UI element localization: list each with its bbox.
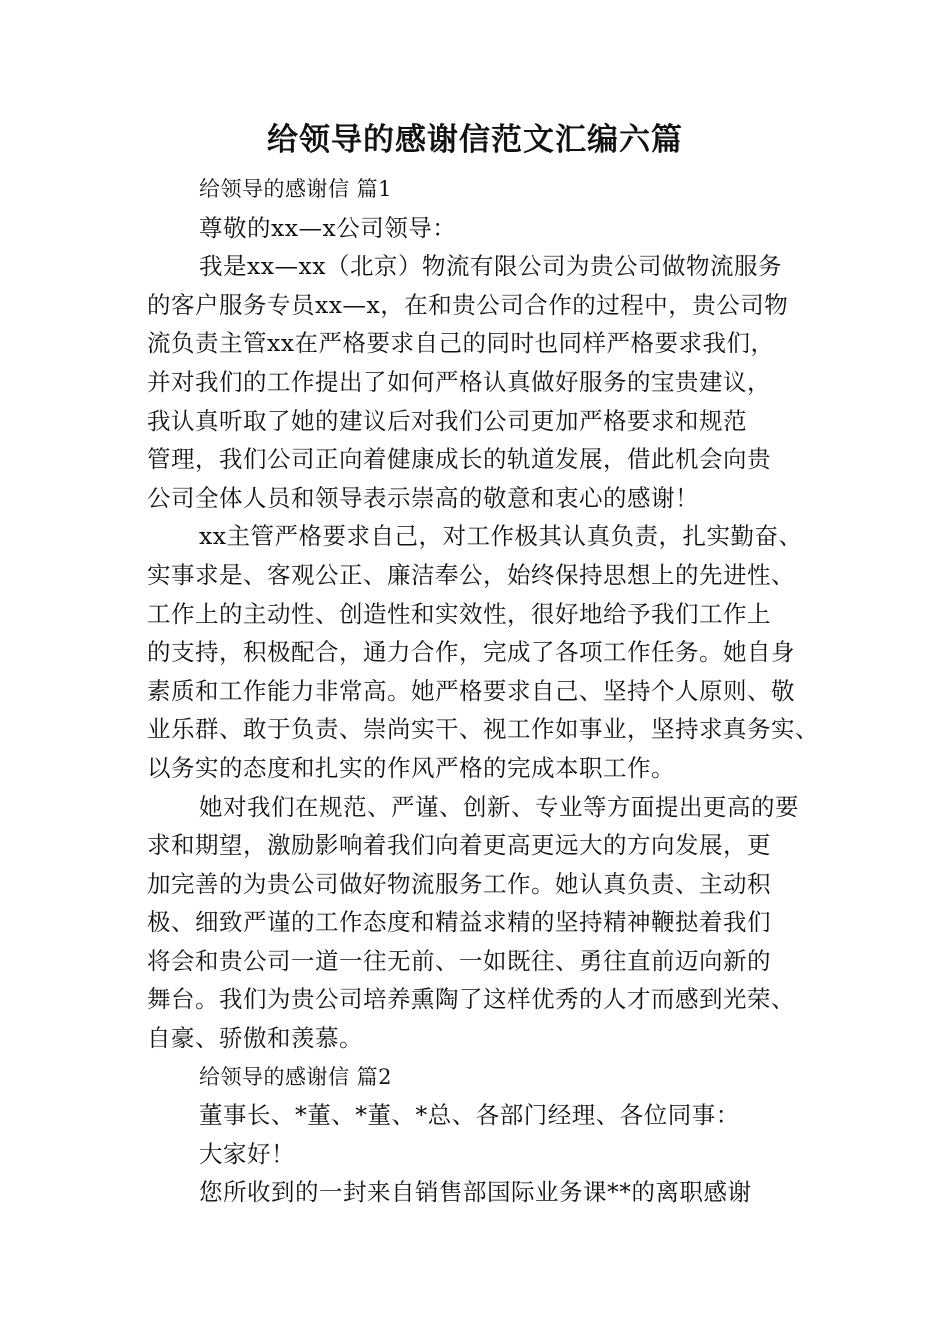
- paragraph-line: 我认真听取了她的建议后对我们公司更加严格要求和规范: [147, 406, 747, 435]
- section-heading-2: 给领导的感谢信 篇2: [199, 1064, 393, 1089]
- paragraph-line: 并对我们的工作提出了如何严格认真做好服务的宝贵建议，: [147, 367, 771, 396]
- paragraph-line: 加完善的为贵公司做好物流服务工作。她认真负责、主动积: [147, 869, 771, 898]
- paragraph-4-line: 您所收到的一封来自销售部国际业务课**的离职感谢: [199, 1178, 752, 1207]
- paragraph-line: 素质和工作能力非常高。她严格要求自己、坚持个人原则、敬: [147, 676, 795, 705]
- paragraph-line: 公司全体人员和领导表示崇高的敬意和衷心的感谢！: [147, 483, 699, 512]
- paragraph-line: 极、细致严谨的工作态度和精益求精的坚持精神鞭挞着我们: [147, 908, 771, 937]
- paragraph-line: 实事求是、客观公正、廉洁奉公，始终保持思想上的先进性、: [147, 560, 795, 589]
- paragraph-line: xx主管严格要求自己，对工作极其认真负责，扎实勤奋、: [199, 522, 803, 551]
- paragraph-line: 工作上的主动性、创造性和实效性，很好地给予我们工作上: [147, 599, 771, 628]
- paragraph-line: 将会和贵公司一道一往无前、一如既往、勇往直前迈向新的: [147, 946, 771, 975]
- paragraph-line: 她对我们在规范、严谨、创新、专业等方面提出更高的要: [199, 792, 799, 821]
- paragraph-line: 以务实的态度和扎实的作风严格的完成本职工作。: [147, 753, 675, 782]
- paragraph-line: 的客户服务专员xx—x，在和贵公司合作的过程中，贵公司物: [147, 290, 789, 319]
- document-title: 给领导的感谢信范文汇编六篇: [267, 122, 683, 158]
- paragraph-3: [147, 788, 819, 1058]
- paragraph-line: 自豪、骄傲和羡慕。: [147, 1024, 363, 1053]
- document-body: [147, 170, 819, 1212]
- paragraph-line: 求和期望，激励影响着我们向着更高更远大的方向发展，更: [147, 831, 771, 860]
- salutation-1: 尊敬的xx—x公司领导：: [199, 213, 457, 242]
- paragraph-line: 业乐群、敢于负责、崇尚实干、视工作如事业，坚持求真务实、: [147, 715, 819, 744]
- paragraph-line: 流负责主管xx在严格要求自己的同时也同样严格要求我们，: [147, 329, 775, 358]
- paragraph-line: 我是xx—xx（北京）物流有限公司为贵公司做物流服务: [199, 252, 783, 281]
- salutation-2: 董事长、*董、*董、*总、各部门经理、各位同事：: [199, 1101, 740, 1130]
- paragraph-line: 的支持，积极配合，通力合作，完成了各项工作任务。她自身: [147, 638, 795, 667]
- greeting-2: 大家好！: [199, 1139, 295, 1168]
- paragraph-line: 舞台。我们为贵公司培养熏陶了这样优秀的人才而感到光荣、: [147, 985, 795, 1014]
- paragraph-1: [147, 247, 819, 517]
- paragraph-2: [147, 517, 819, 787]
- section-heading-1: 给领导的感谢信 篇1: [199, 177, 393, 201]
- paragraph-line: 管理，我们公司正向着健康成长的轨道发展，借此机会向贵: [147, 445, 771, 474]
